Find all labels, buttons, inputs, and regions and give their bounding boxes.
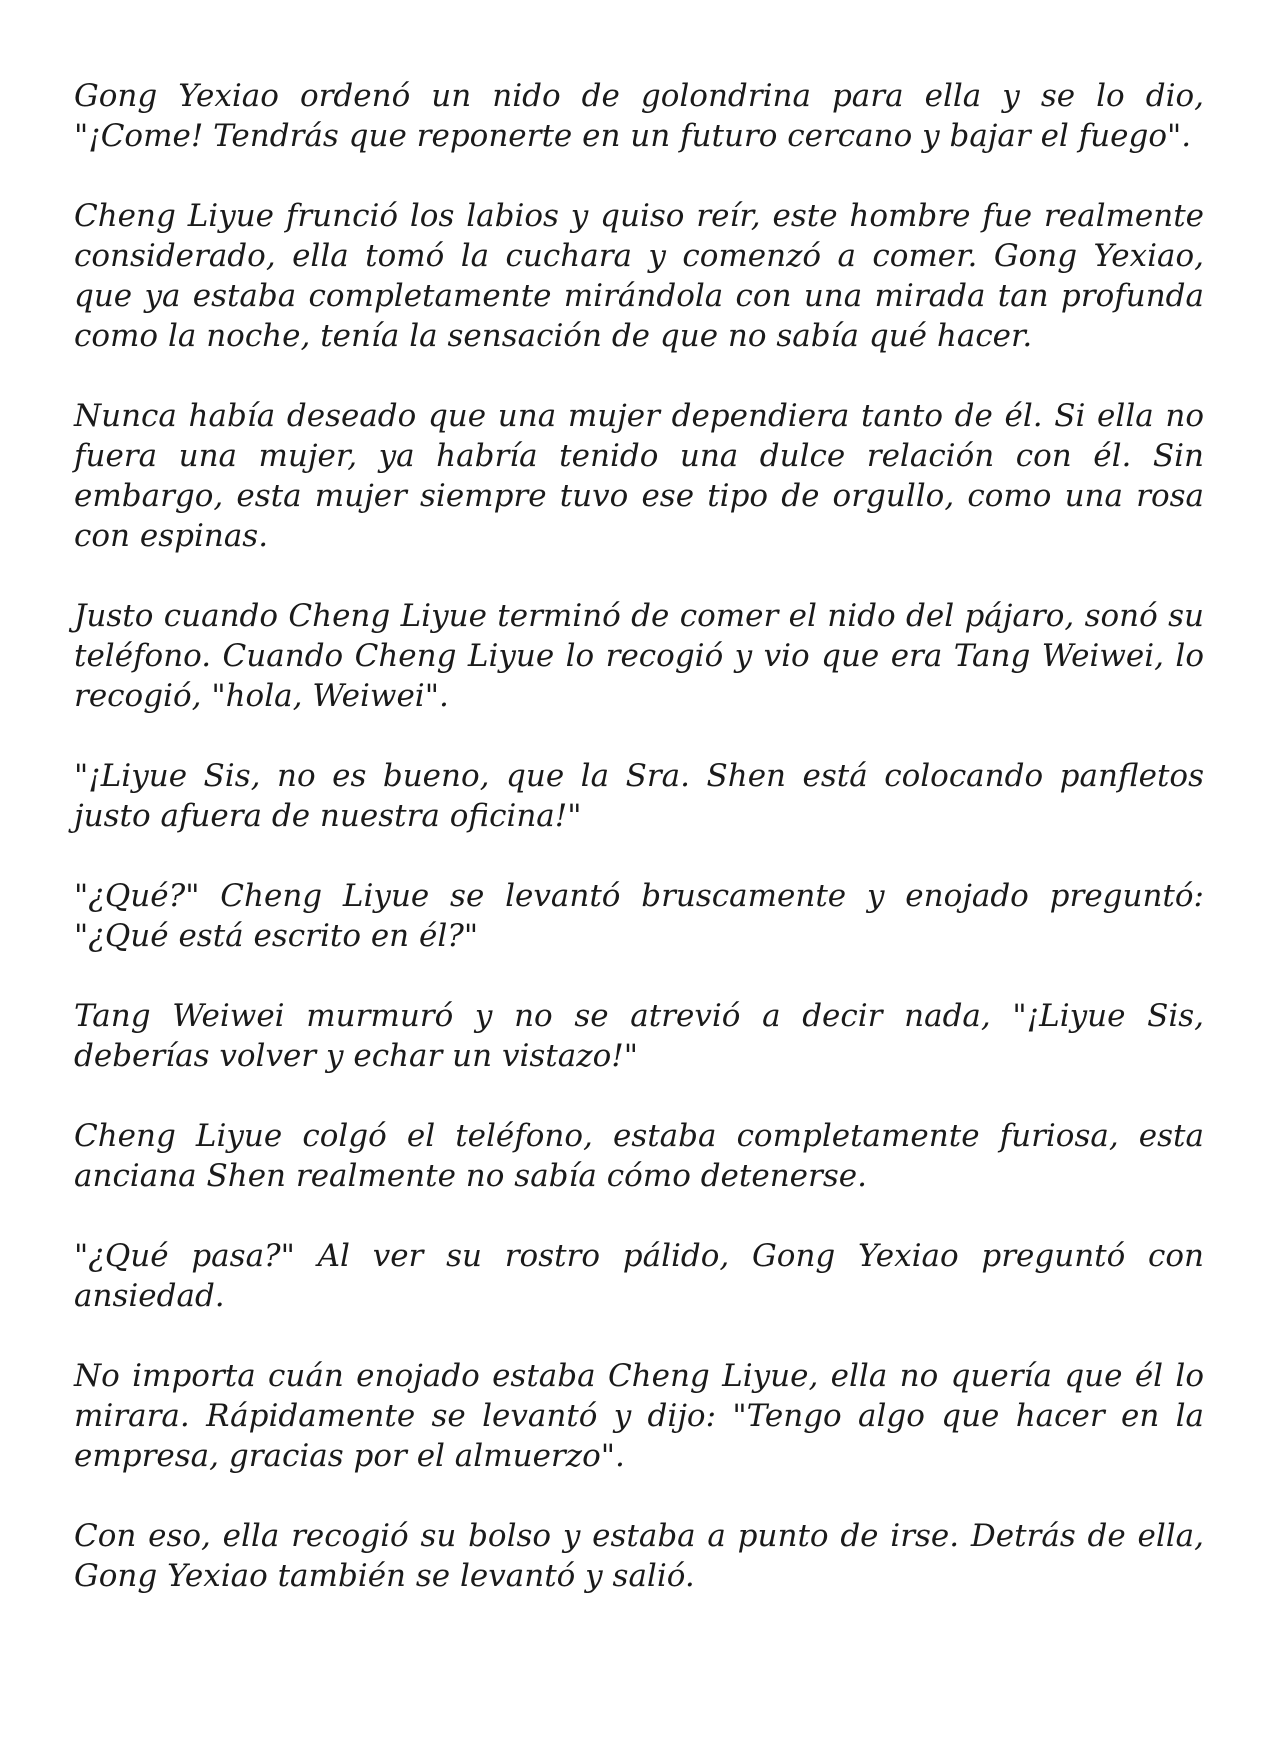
paragraph: "¿Qué pasa?" Al ver su rostro pálido, Gong Yexiao preguntó con ansiedad. <box>74 1238 1204 1314</box>
paragraph: Gong Yexiao ordenó un nido de golondrina para ella y se lo dio, "¡Come! Tendrás que reponerte en un futuro cercano y bajar el fuego". <box>74 78 1204 154</box>
paragraph: "¡Liyue Sis, no es bueno, que la Sra. Shen está colocando panfletos justo afuera de nuestra oficina!" <box>74 758 1204 834</box>
paragraph: No importa cuán enojado estaba Cheng Liyue, ella no quería que él lo mirara. Rápidamente se levantó y dijo: "Tengo algo que hacer en la empresa, gracias por el almuerzo". <box>74 1358 1204 1474</box>
paragraph: Cheng Liyue frunció los labios y quiso reír, este hombre fue realmente considerado, ella tomó la cuchara y comenzó a comer. Gong Yexiao, que ya estaba completamente mirándola con una mirada tan profunda como la noche, tenía la sensación de que no sabía qué hacer. <box>74 198 1204 354</box>
paragraph: "¿Qué?" Cheng Liyue se levantó bruscamente y enojado preguntó: "¿Qué está escrito en él?" <box>74 878 1204 954</box>
paragraph: Cheng Liyue colgó el teléfono, estaba completamente furiosa, esta anciana Shen realmente no sabía cómo detenerse. <box>74 1118 1204 1194</box>
paragraph: Nunca había deseado que una mujer dependiera tanto de él. Si ella no fuera una mujer, ya habría tenido una dulce relación con él. Sin embargo, esta mujer siempre tuvo ese tipo de orgullo, como una rosa con espinas. <box>74 398 1204 554</box>
paragraph: Tang Weiwei murmuró y no se atrevió a decir nada, "¡Liyue Sis, deberías volver y echar un vistazo!" <box>74 998 1204 1074</box>
paragraph: Justo cuando Cheng Liyue terminó de comer el nido del pájaro, sonó su teléfono. Cuando Cheng Liyue lo recogió y vio que era Tang Weiwei, lo recogió, "hola, Weiwei". <box>74 598 1204 714</box>
paragraph: Con eso, ella recogió su bolso y estaba a punto de irse. Detrás de ella, Gong Yexiao también se levantó y salió. <box>74 1518 1204 1594</box>
document-page <box>74 76 1204 1596</box>
